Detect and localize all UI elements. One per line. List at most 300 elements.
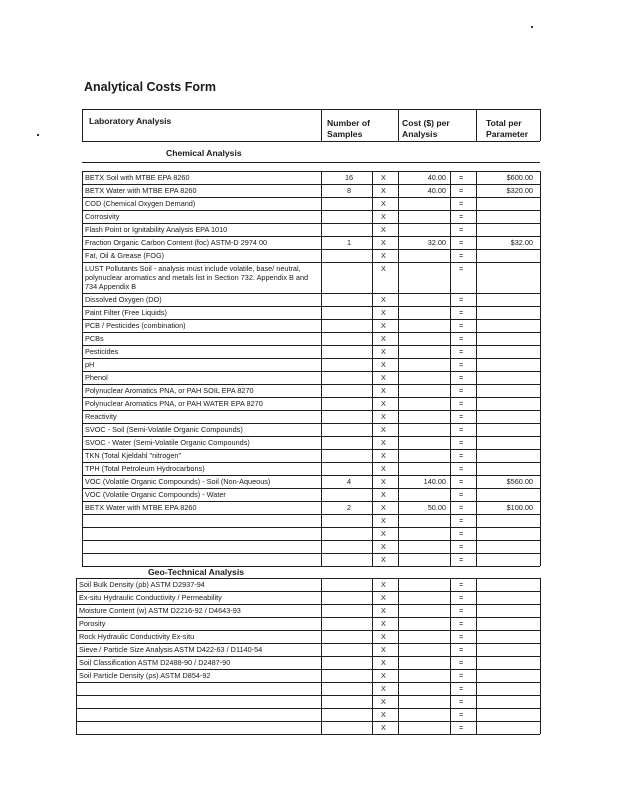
equals-symbol: = bbox=[459, 321, 464, 330]
chemical-analysis-name: Fraction Organic Carbon Content (foc) ASTM-D 2974 00 bbox=[85, 238, 268, 247]
rule-line bbox=[372, 591, 373, 604]
rule-line bbox=[450, 682, 451, 695]
rule-line bbox=[398, 669, 399, 682]
rule-line bbox=[82, 488, 83, 501]
chemical-analysis-name: Fat, Oil & Grease (FOG) bbox=[85, 251, 165, 260]
rule-line bbox=[540, 171, 541, 184]
chemical-analysis-name: Polynuclear Aromatics PNA, or PAH WATER EPA 8270 bbox=[85, 399, 263, 408]
rule-line bbox=[321, 210, 322, 223]
equals-symbol: = bbox=[459, 186, 464, 195]
rule-line bbox=[372, 319, 373, 332]
rule-line bbox=[398, 249, 399, 262]
rule-line bbox=[398, 656, 399, 669]
geo-analysis-name: Rock Hydraulic Conductivity Ex-situ bbox=[79, 632, 195, 641]
rule-line bbox=[398, 319, 399, 332]
times-symbol: X bbox=[381, 516, 386, 525]
chemical-samples-value: 16 bbox=[344, 173, 354, 182]
rule-line bbox=[540, 630, 541, 643]
rule-line bbox=[450, 527, 451, 540]
rule-line bbox=[476, 682, 477, 695]
rule-line bbox=[450, 236, 451, 249]
rule-line bbox=[82, 501, 83, 514]
rule-line bbox=[476, 223, 477, 236]
equals-symbol: = bbox=[459, 238, 464, 247]
rule-line bbox=[82, 332, 83, 345]
rule-line bbox=[540, 553, 541, 566]
rule-line bbox=[540, 319, 541, 332]
geo-row-line bbox=[76, 708, 540, 709]
rule-line bbox=[82, 109, 83, 141]
equals-symbol: = bbox=[459, 529, 464, 538]
rule-line bbox=[321, 384, 322, 397]
equals-symbol: = bbox=[459, 710, 464, 719]
rule-line bbox=[398, 171, 399, 184]
equals-symbol: = bbox=[459, 360, 464, 369]
times-symbol: X bbox=[381, 225, 386, 234]
chemical-analysis-name: PCBs bbox=[85, 334, 104, 343]
rule-line bbox=[398, 197, 399, 210]
rule-line bbox=[372, 540, 373, 553]
rule-line bbox=[76, 578, 77, 591]
times-symbol: X bbox=[381, 438, 386, 447]
rule-line bbox=[398, 223, 399, 236]
chemical-row-line bbox=[82, 345, 540, 346]
rule-line bbox=[476, 708, 477, 721]
rule-line bbox=[398, 384, 399, 397]
chemical-row-line bbox=[82, 475, 540, 476]
times-symbol: X bbox=[381, 425, 386, 434]
rule-line bbox=[476, 109, 477, 141]
rule-line bbox=[476, 397, 477, 410]
rule-line bbox=[476, 319, 477, 332]
rule-line bbox=[450, 397, 451, 410]
equals-symbol: = bbox=[459, 399, 464, 408]
rule-line bbox=[321, 345, 322, 358]
rule-line bbox=[450, 721, 451, 734]
rule-line bbox=[540, 721, 541, 734]
times-symbol: X bbox=[381, 529, 386, 538]
times-symbol: X bbox=[381, 503, 386, 512]
rule-line bbox=[450, 384, 451, 397]
equals-symbol: = bbox=[459, 251, 464, 260]
rule-line bbox=[321, 617, 322, 630]
rule-line bbox=[321, 527, 322, 540]
equals-symbol: = bbox=[459, 477, 464, 486]
rule-line bbox=[476, 475, 477, 488]
header-total: Total per Parameter bbox=[486, 118, 529, 139]
rule-line bbox=[540, 514, 541, 527]
rule-line bbox=[82, 540, 83, 553]
rule-line bbox=[82, 223, 83, 236]
geo-row-line bbox=[76, 630, 540, 631]
rule-line bbox=[450, 540, 451, 553]
rule-line bbox=[476, 358, 477, 371]
times-symbol: X bbox=[381, 347, 386, 356]
rule-line bbox=[540, 682, 541, 695]
rule-line bbox=[76, 695, 77, 708]
rule-line bbox=[82, 197, 83, 210]
rule-line bbox=[321, 643, 322, 656]
rule-line bbox=[321, 223, 322, 236]
rule-line bbox=[450, 604, 451, 617]
rule-line bbox=[398, 262, 399, 293]
chemical-analysis-name: TKN (Total Kjeldahl "nitrogen" bbox=[85, 451, 182, 460]
times-symbol: X bbox=[381, 477, 386, 486]
rule-line bbox=[450, 197, 451, 210]
times-symbol: X bbox=[381, 373, 386, 382]
rule-line bbox=[540, 578, 541, 591]
chemical-analysis-name: PCB / Pesticides (combination) bbox=[85, 321, 186, 330]
rule-line bbox=[398, 578, 399, 591]
rule-line bbox=[321, 630, 322, 643]
equals-symbol: = bbox=[459, 347, 464, 356]
rule-line bbox=[398, 708, 399, 721]
rule-line bbox=[476, 171, 477, 184]
header-samples: Number of Samples bbox=[327, 118, 370, 139]
rule-line bbox=[321, 604, 322, 617]
chemical-row-line bbox=[82, 488, 540, 489]
rule-line bbox=[372, 236, 373, 249]
rule-line bbox=[450, 210, 451, 223]
chemical-analysis-name: VOC (Volatile Organic Compounds) - Soil (Non-Aqueous) bbox=[85, 477, 271, 486]
rule-line bbox=[372, 488, 373, 501]
chemical-row-line bbox=[82, 306, 540, 307]
chemical-analysis-name: TPH (Total Petroleum Hydrocarbons) bbox=[85, 464, 205, 473]
rule-line bbox=[321, 708, 322, 721]
geo-row-line bbox=[76, 669, 540, 670]
rule-line bbox=[372, 171, 373, 184]
chemical-row-line bbox=[82, 501, 540, 502]
equals-symbol: = bbox=[459, 671, 464, 680]
chemical-row-line bbox=[82, 223, 540, 224]
chemical-row-line bbox=[82, 553, 540, 554]
chemical-analysis-name: BETX Water with MTBE EPA 8260 bbox=[85, 503, 197, 512]
chemical-analysis-name: COD (Chemical Oxygen Demand) bbox=[85, 199, 196, 208]
rule-line bbox=[372, 306, 373, 319]
rule-line bbox=[540, 109, 541, 141]
equals-symbol: = bbox=[459, 425, 464, 434]
rule-line bbox=[476, 410, 477, 423]
rule-line bbox=[321, 449, 322, 462]
rule-line bbox=[82, 306, 83, 319]
equals-symbol: = bbox=[459, 684, 464, 693]
rule-line bbox=[76, 682, 77, 695]
rule-line bbox=[321, 578, 322, 591]
equals-symbol: = bbox=[459, 308, 464, 317]
rule-line bbox=[372, 553, 373, 566]
rule-line bbox=[372, 184, 373, 197]
rule-line bbox=[321, 669, 322, 682]
rule-line bbox=[398, 553, 399, 566]
rule-line bbox=[372, 358, 373, 371]
rule-line bbox=[372, 578, 373, 591]
chemical-analysis-name: LUST Pollutants Soil - analysis must include volatile, base/ neutral, polynuclear aromatics and metals list in Section 732. Appendix B and 734 Appendix B bbox=[85, 264, 309, 292]
rule-line bbox=[372, 262, 373, 293]
chemical-row-line bbox=[82, 436, 540, 437]
rule-line bbox=[450, 488, 451, 501]
rule-line bbox=[321, 306, 322, 319]
rule-line bbox=[372, 669, 373, 682]
rule-line bbox=[476, 630, 477, 643]
rule-line bbox=[540, 371, 541, 384]
rule-line bbox=[476, 578, 477, 591]
rule-line bbox=[540, 358, 541, 371]
form-title: Analytical Costs Form bbox=[84, 80, 216, 94]
rule-line bbox=[321, 540, 322, 553]
chemical-analysis-name: Polynuclear Aromatics PNA, or PAH SOIL EPA 8270 bbox=[85, 386, 254, 395]
rule-line bbox=[398, 358, 399, 371]
header-cost: Cost ($) per Analysis bbox=[402, 118, 450, 139]
rule-line bbox=[450, 475, 451, 488]
rule-line bbox=[476, 514, 477, 527]
rule-line bbox=[372, 656, 373, 669]
chemical-total-value: $100.00 bbox=[506, 503, 533, 512]
times-symbol: X bbox=[381, 684, 386, 693]
rule-line bbox=[372, 708, 373, 721]
rule-line bbox=[540, 345, 541, 358]
chemical-analysis-name: Corrosivity bbox=[85, 212, 120, 221]
rule-line bbox=[398, 236, 399, 249]
rule-line bbox=[398, 604, 399, 617]
rule-line bbox=[476, 197, 477, 210]
rule-line bbox=[476, 695, 477, 708]
rule-line bbox=[82, 514, 83, 527]
rule-line bbox=[372, 462, 373, 475]
geo-row-line bbox=[76, 734, 540, 735]
chemical-row-line bbox=[82, 210, 540, 211]
chemical-row-line bbox=[82, 410, 540, 411]
chemical-total-value: $600.00 bbox=[506, 173, 533, 182]
times-symbol: X bbox=[381, 264, 386, 273]
rule-line bbox=[540, 410, 541, 423]
chemical-cost-value: 140.00 bbox=[423, 477, 446, 486]
equals-symbol: = bbox=[459, 412, 464, 421]
rule-line bbox=[82, 410, 83, 423]
rule-line bbox=[450, 462, 451, 475]
rule-line bbox=[82, 423, 83, 436]
rule-line bbox=[398, 617, 399, 630]
chemical-row-line bbox=[82, 514, 540, 515]
rule-line bbox=[398, 462, 399, 475]
geo-row-line bbox=[76, 617, 540, 618]
header-analysis: Laboratory Analysis bbox=[89, 116, 172, 126]
rule-line bbox=[372, 475, 373, 488]
rule-line bbox=[82, 553, 83, 566]
rule-line bbox=[398, 591, 399, 604]
rule-line bbox=[476, 423, 477, 436]
rule-line bbox=[398, 184, 399, 197]
times-symbol: X bbox=[381, 490, 386, 499]
rule-line bbox=[476, 669, 477, 682]
times-symbol: X bbox=[381, 671, 386, 680]
chemical-analysis-name: SVOC - Water (Semi-Volatile Organic Compounds) bbox=[85, 438, 250, 447]
rule-line bbox=[476, 591, 477, 604]
rule-line bbox=[540, 436, 541, 449]
equals-symbol: = bbox=[459, 619, 464, 628]
rule-line bbox=[450, 332, 451, 345]
rule-line bbox=[372, 293, 373, 306]
chemical-total-value: $320.00 bbox=[506, 186, 533, 195]
rule-line bbox=[321, 262, 322, 293]
rule-line bbox=[82, 171, 83, 184]
rule-line bbox=[450, 262, 451, 293]
rule-line bbox=[82, 371, 83, 384]
rule-line bbox=[476, 262, 477, 293]
chemical-row-line bbox=[82, 527, 540, 528]
times-symbol: X bbox=[381, 619, 386, 628]
equals-symbol: = bbox=[459, 697, 464, 706]
rule-line bbox=[321, 436, 322, 449]
rule-line bbox=[82, 262, 83, 293]
chemical-total-value: $32.00 bbox=[510, 238, 533, 247]
rule-line bbox=[450, 423, 451, 436]
rule-line bbox=[450, 358, 451, 371]
chemical-row-line bbox=[82, 371, 540, 372]
rule-line bbox=[76, 630, 77, 643]
times-symbol: X bbox=[381, 451, 386, 460]
equals-symbol: = bbox=[459, 173, 464, 182]
chemical-cost-value: 40.00 bbox=[427, 186, 446, 195]
rule-line bbox=[398, 371, 399, 384]
rule-line bbox=[450, 184, 451, 197]
chemical-cost-value: 32.00 bbox=[427, 238, 446, 247]
times-symbol: X bbox=[381, 321, 386, 330]
chemical-row-line bbox=[82, 197, 540, 198]
rule-line bbox=[321, 553, 322, 566]
rule-line bbox=[476, 332, 477, 345]
rule-line bbox=[450, 553, 451, 566]
rule-line bbox=[372, 410, 373, 423]
times-symbol: X bbox=[381, 199, 386, 208]
equals-symbol: = bbox=[459, 386, 464, 395]
rule-line bbox=[398, 682, 399, 695]
rule-line bbox=[540, 527, 541, 540]
rule-line bbox=[82, 345, 83, 358]
rule-line bbox=[82, 527, 83, 540]
rule-line bbox=[476, 436, 477, 449]
rule-line bbox=[82, 449, 83, 462]
times-symbol: X bbox=[381, 555, 386, 564]
times-symbol: X bbox=[381, 697, 386, 706]
rule-line bbox=[476, 721, 477, 734]
times-symbol: X bbox=[381, 308, 386, 317]
geo-analysis-name: Soil Bulk Density (ρb) ASTM D2937-94 bbox=[79, 580, 205, 589]
rule-line bbox=[398, 527, 399, 540]
rule-line bbox=[82, 475, 83, 488]
chemical-samples-value: 8 bbox=[346, 186, 352, 195]
times-symbol: X bbox=[381, 238, 386, 247]
rule-line bbox=[398, 643, 399, 656]
times-symbol: X bbox=[381, 186, 386, 195]
times-symbol: X bbox=[381, 593, 386, 602]
rule-line bbox=[76, 617, 77, 630]
rule-line bbox=[372, 345, 373, 358]
rule-line bbox=[372, 501, 373, 514]
times-symbol: X bbox=[381, 580, 386, 589]
rule-line bbox=[398, 630, 399, 643]
equals-symbol: = bbox=[459, 593, 464, 602]
rule-line bbox=[321, 695, 322, 708]
rule-line bbox=[321, 293, 322, 306]
times-symbol: X bbox=[381, 710, 386, 719]
scan-speck bbox=[37, 134, 39, 136]
chemical-row-line bbox=[82, 319, 540, 320]
times-symbol: X bbox=[381, 464, 386, 473]
chemical-row-line bbox=[82, 423, 540, 424]
chemical-analysis-name: Pesticides bbox=[85, 347, 119, 356]
rule-line bbox=[82, 397, 83, 410]
rule-line bbox=[76, 669, 77, 682]
rule-line bbox=[476, 293, 477, 306]
rule-line bbox=[372, 197, 373, 210]
rule-line bbox=[398, 436, 399, 449]
rule-line bbox=[82, 319, 83, 332]
rule-line bbox=[476, 236, 477, 249]
rule-line bbox=[372, 643, 373, 656]
rule-line bbox=[321, 371, 322, 384]
rule-line bbox=[540, 236, 541, 249]
rule-line bbox=[540, 197, 541, 210]
rule-line bbox=[321, 410, 322, 423]
rule-line bbox=[540, 501, 541, 514]
geo-analysis-name: Ex-situ Hydraulic Conductivity / Permeability bbox=[79, 593, 222, 602]
rule-line bbox=[372, 423, 373, 436]
equals-symbol: = bbox=[459, 658, 464, 667]
rule-line bbox=[321, 656, 322, 669]
geo-row-line bbox=[76, 721, 540, 722]
rule-line bbox=[321, 319, 322, 332]
rule-line bbox=[450, 578, 451, 591]
rule-line bbox=[476, 462, 477, 475]
rule-line bbox=[540, 475, 541, 488]
geo-analysis-name: Soil Particle Density (ρs) ASTM D854-92 bbox=[79, 671, 211, 680]
chemical-analysis-name: Dissolved Oxygen (DO) bbox=[85, 295, 162, 304]
rule-line bbox=[476, 371, 477, 384]
rule-line bbox=[450, 249, 451, 262]
equals-symbol: = bbox=[459, 225, 464, 234]
rule-line bbox=[450, 171, 451, 184]
rule-line bbox=[321, 423, 322, 436]
rule-line bbox=[476, 345, 477, 358]
chemical-row-line bbox=[82, 249, 540, 250]
rule-line bbox=[398, 210, 399, 223]
geo-top-rule bbox=[76, 578, 540, 579]
chemical-analysis-name: BETX Water with MTBE EPA 8260 bbox=[85, 186, 197, 195]
times-symbol: X bbox=[381, 399, 386, 408]
rule-line bbox=[540, 210, 541, 223]
rule-line bbox=[450, 630, 451, 643]
times-symbol: X bbox=[381, 173, 386, 182]
geo-row-line bbox=[76, 591, 540, 592]
chemical-heading-rule bbox=[82, 162, 540, 163]
rule-line bbox=[321, 236, 322, 249]
equals-symbol: = bbox=[459, 723, 464, 732]
rule-line bbox=[540, 249, 541, 262]
rule-line bbox=[398, 345, 399, 358]
chemical-top-rule bbox=[82, 171, 540, 172]
rule-line bbox=[76, 591, 77, 604]
rule-line bbox=[82, 462, 83, 475]
rule-line bbox=[321, 591, 322, 604]
rule-line bbox=[372, 384, 373, 397]
geo-row-line bbox=[76, 682, 540, 683]
rule-line bbox=[476, 184, 477, 197]
chemical-row-line bbox=[82, 397, 540, 398]
rule-line bbox=[321, 171, 322, 184]
chemical-samples-value: 1 bbox=[346, 238, 352, 247]
rule-line bbox=[76, 643, 77, 656]
rule-line bbox=[321, 358, 322, 371]
